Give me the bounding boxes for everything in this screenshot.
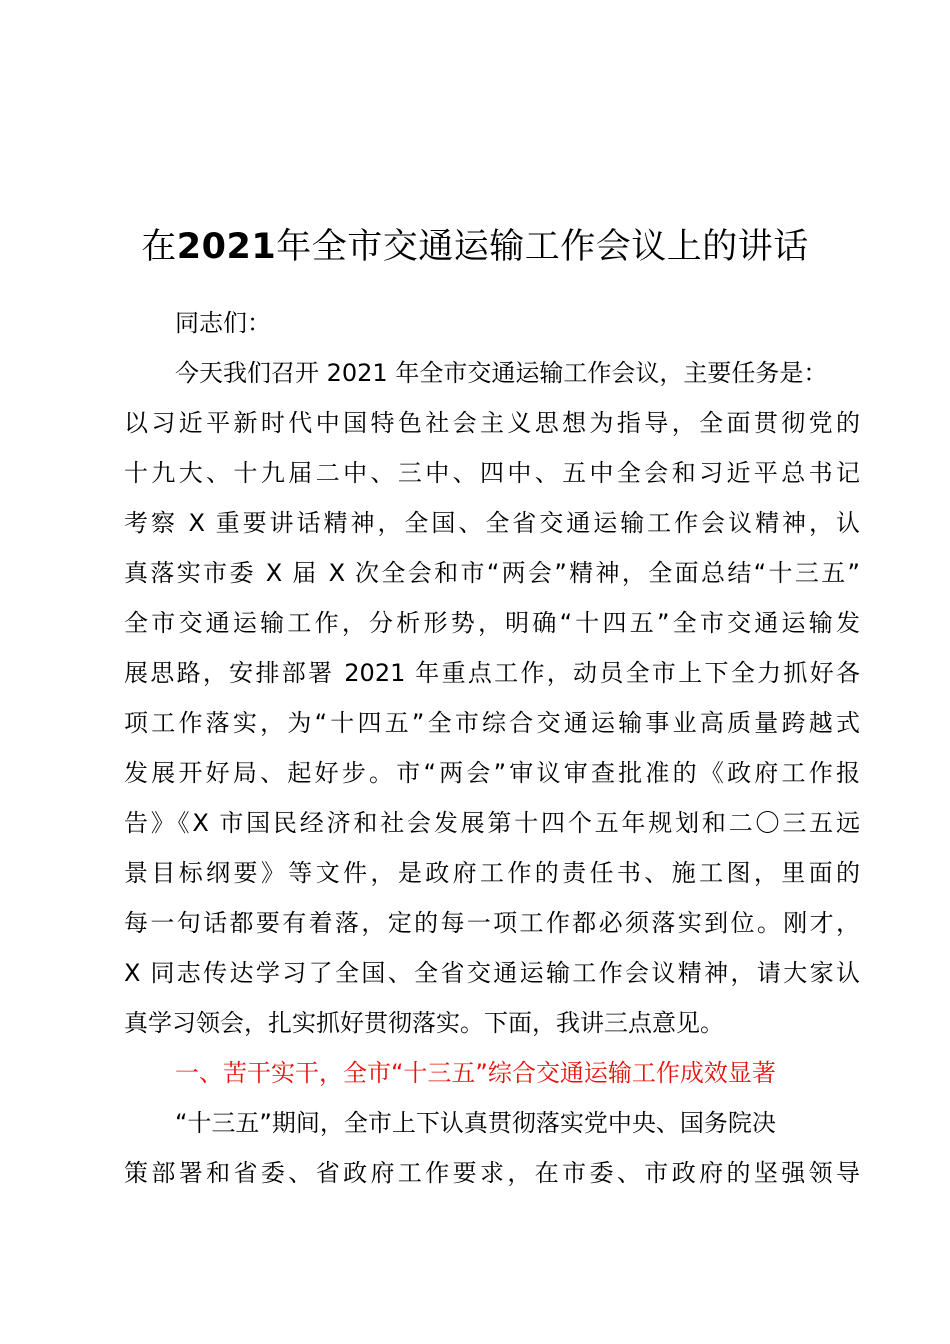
paragraph-line: X 同志传达学习了全国、全省交通运输工作会议精神，请大家认	[124, 959, 860, 987]
salutation: 同志们：	[175, 309, 271, 337]
paragraph-line: 十九大、十九届二中、三中、四中、五中全会和习近平总书记	[124, 459, 860, 487]
section-heading: 一、苦干实干，全市“十三五”综合交通运输工作成效显著	[175, 1059, 776, 1087]
title-year: 2021	[176, 227, 277, 267]
title-suffix: 年全市交通运输工作会议上的讲话	[276, 227, 809, 267]
paragraph-line: 策部署和省委、省政府工作要求，在市委、市政府的坚强领导	[124, 1159, 860, 1187]
paragraph-line: 考察 X 重要讲话精神，全国、全省交通运输工作会议精神，认	[124, 509, 860, 537]
paragraph-line: 真落实市委 X 届 X 次全会和市“两会”精神，全面总结“十三五”	[124, 559, 860, 587]
paragraph-line: 告》《X 市国民经济和社会发展第十四个五年规划和二〇三五远	[124, 809, 860, 837]
paragraph-line: 发展开好局、起好步。市“两会”审议审查批准的《政府工作报	[124, 759, 860, 787]
paragraph-line: 真学习领会，扎实抓好贯彻落实。下面，我讲三点意见。	[124, 1009, 724, 1037]
title-prefix: 在	[141, 227, 177, 267]
paragraph-line: “十三五”期间，全市上下认真贯彻落实党中央、国务院决	[175, 1109, 776, 1137]
paragraph-line: 每一句话都要有着落，定的每一项工作都必须落实到位。刚才，	[124, 909, 860, 937]
paragraph-line: 全市交通运输工作，分析形势，明确“十四五”全市交通运输发	[124, 609, 860, 637]
paragraph-line: 以习近平新时代中国特色社会主义思想为指导，全面贯彻党的	[124, 409, 860, 437]
document-title	[0, 222, 950, 272]
paragraph-line: 项工作落实，为“十四五”全市综合交通运输事业高质量跨越式	[124, 709, 860, 737]
paragraph-line: 景目标纲要》等文件，是政府工作的责任书、施工图，里面的	[124, 859, 860, 887]
paragraph-line: 今天我们召开 2021 年全市交通运输工作会议，主要任务是：	[175, 359, 828, 387]
paragraph-line: 展思路，安排部署 2021 年重点工作，动员全市上下全力抓好各	[124, 659, 860, 687]
